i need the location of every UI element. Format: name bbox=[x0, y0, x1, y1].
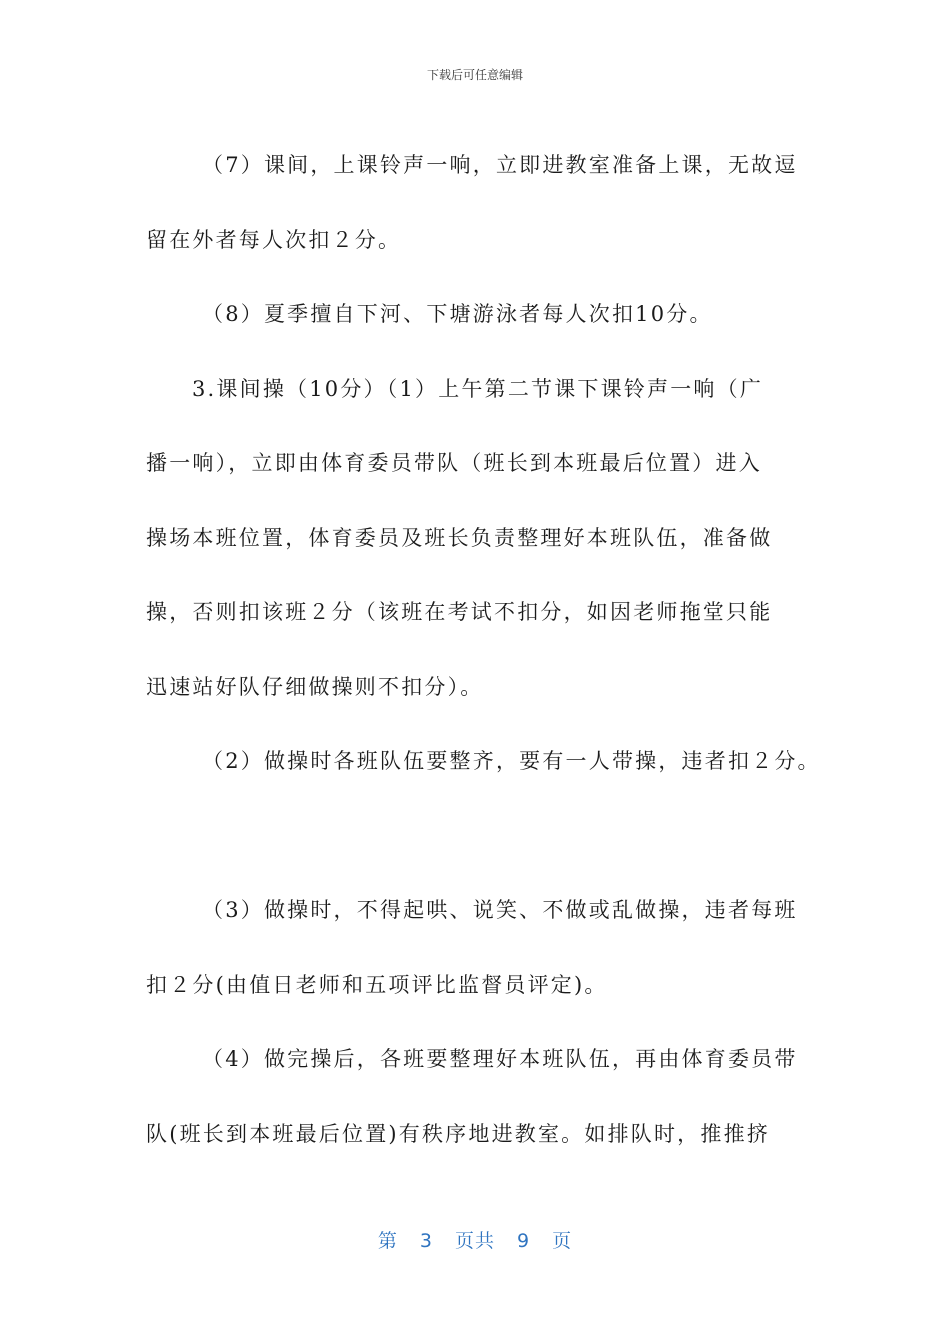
paragraph-line: （2）做操时各班队伍要整齐，要有一人带操，违者扣２分。 bbox=[202, 749, 821, 773]
paragraph-line: 留在外者每人次扣２分。 bbox=[146, 227, 402, 252]
paragraph-line: （7）课间，上课铃声一响，立即进教室准备上课，无故逗 bbox=[202, 153, 798, 177]
paragraph-line: 操场本班位置，体育委员及班长负责整理好本班队伍，准备做 bbox=[146, 525, 773, 550]
footer-total-label: 页共 bbox=[454, 1230, 495, 1252]
paragraph-line: 3.课间操（10分）（1）上午第二节课下课铃声一响（广 bbox=[192, 376, 764, 401]
blank-line bbox=[146, 799, 826, 874]
paragraph-line: 迅速站好队仔细做操则不扣分）。 bbox=[146, 674, 484, 699]
paragraph-line: （4）做完操后，各班要整理好本班队伍，再由体育委员带 bbox=[202, 1047, 798, 1071]
header-note: 下载后可任意编辑 bbox=[426, 68, 523, 82]
paragraph-line: 操，否则扣该班２分（该班在考试不扣分，如因老师拖堂只能 bbox=[146, 600, 773, 624]
paragraph-line: 扣２分(由值日老师和五项评比监督员评定)。 bbox=[146, 972, 608, 997]
footer-page-label: 第 bbox=[377, 1230, 398, 1252]
paragraph-line: （8）夏季擅自下河、下塘游泳者每人次扣10分。 bbox=[202, 302, 713, 326]
page-footer bbox=[0, 1226, 950, 1253]
paragraph-line: （3）做操时，不得起哄、说笑、不做或乱做操，违者每班 bbox=[202, 898, 798, 922]
document-body bbox=[146, 128, 826, 1171]
paragraph-line: 队(班长到本班最后位置)有秩序地进教室。如排队时，推推挤 bbox=[146, 1121, 770, 1146]
footer-end-label: 页 bbox=[552, 1230, 573, 1252]
footer-current-page: 3 bbox=[419, 1230, 433, 1252]
footer-total-pages: 9 bbox=[517, 1230, 531, 1252]
paragraph-line: 播一响），立即由体育委员带队（班长到本班最后位置）进入 bbox=[146, 451, 762, 475]
